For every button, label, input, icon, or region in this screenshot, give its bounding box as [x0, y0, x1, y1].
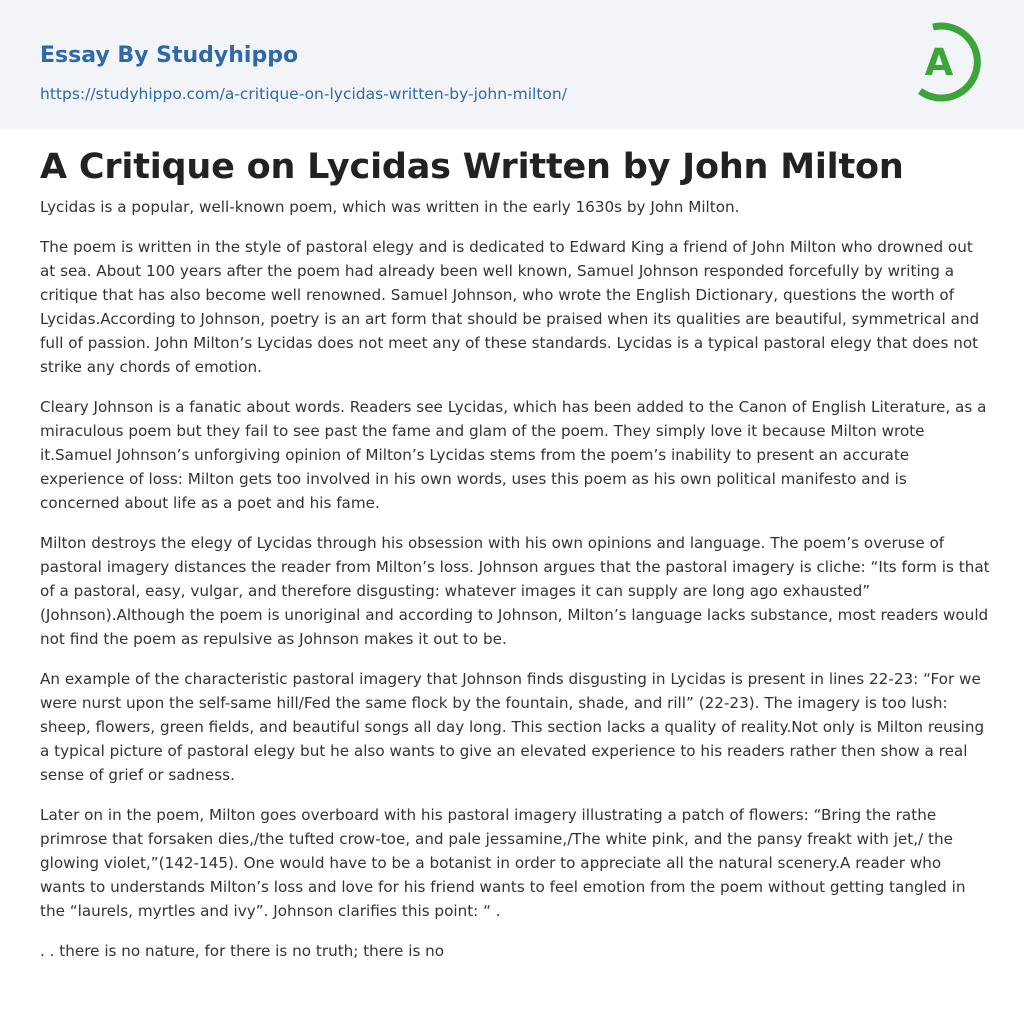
paragraph: Milton destroys the elegy of Lycidas through his obsession with his own opinions and language. The poem’s overuse of pastoral imagery distances the reader from Milton’s loss. Johnson argues that the pastoral imagery is cliche: “Its form is that of a pastoral, easy, vulgar, and therefore disgusting: whatever images it can supply are long ago exhausted” (Johnson).Although the poem is unoriginal and according to Johnson, Milton’s language lacks substance, most readers would not find the poem as repulsive as Johnson makes it out to be. — [40, 534, 990, 648]
paragraph: Lycidas is a popular, well-known poem, which was written in the early 1630s by John Milton. — [40, 198, 740, 216]
paragraph: . . there is no nature, for there is no truth; there is no — [40, 942, 445, 960]
brand-title: Essay By Studyhippo — [40, 43, 299, 68]
site-header — [0, 0, 1024, 129]
paragraph: Cleary Johnson is a fanatic about words. Readers see Lycidas, which has been added to the Canon of English Literature, as a miraculous poem but they fail to see past the fame and glam of the poem. They simply love it because Milton wrote it.Samuel Johnson’s unforgiving opinion of Milton’s Lycidas stems from the poem’s inability to present an accurate experience of loss: Milton gets too involved in his own words, uses this poem as his own political manifesto and is concerned about life as a poet and his fame. — [40, 398, 987, 512]
paragraph: An example of the characteristic pastoral imagery that Johnson finds disgusting in Lycidas is present in lines 22-23: “For we were nurst upon the self-same hill/Fed the same flock by the fountain, shade, and rill” (22-23). The imagery is too lush: sheep, flowers, green fields, and beautiful songs all day long. This section lacks a quality of reality.Not only is Milton reusing a typical picture of pastoral elegy but he also wants to give an elevated experience to his readers rather then show a real sense of grief or sadness. — [40, 670, 985, 784]
essay-url-link[interactable]: https://studyhippo.com/a-critique-on-lycidas-written-by-john-milton/ — [40, 85, 567, 103]
page-title: A Critique on Lycidas Written by John Milton — [40, 147, 904, 187]
article — [40, 143, 990, 979]
paragraph: Later on in the poem, Milton goes overboard with his pastoral imagery illustrating a patch of flowers: “Bring the rathe primrose that forsaken dies,/the tufted crow-toe, and pale jessamine,/The white pink, and the pansy freakt with jet,/ the glowing violet,”(142-145). One would have to be a botanist in order to appreciate all the natural scenery.A reader who wants to understands Milton’s loss and love for his friend wants to feel emotion from the poem without getting tangled in the “laurels, myrtles and ivy”. Johnson clarifies this point: “ . — [40, 806, 966, 920]
logo-letter: A — [924, 41, 954, 84]
studyhippo-logo-icon — [912, 19, 986, 105]
paragraph: The poem is written in the style of pastoral elegy and is dedicated to Edward King a friend of John Milton who drowned out at sea. About 100 years after the poem had already been well known, Samuel Johnson responded forcefully by writing a critique that has also become well renowned. Samuel Johnson, who wrote the English Dictionary, questions the worth of Lycidas.According to Johnson, poetry is an art form that should be praised when its qualities are beautiful, symmetrical and full of passion. John Milton’s Lycidas does not meet any of these standards. Lycidas is a typical pastoral elegy that does not strike any chords of emotion. — [40, 238, 980, 376]
